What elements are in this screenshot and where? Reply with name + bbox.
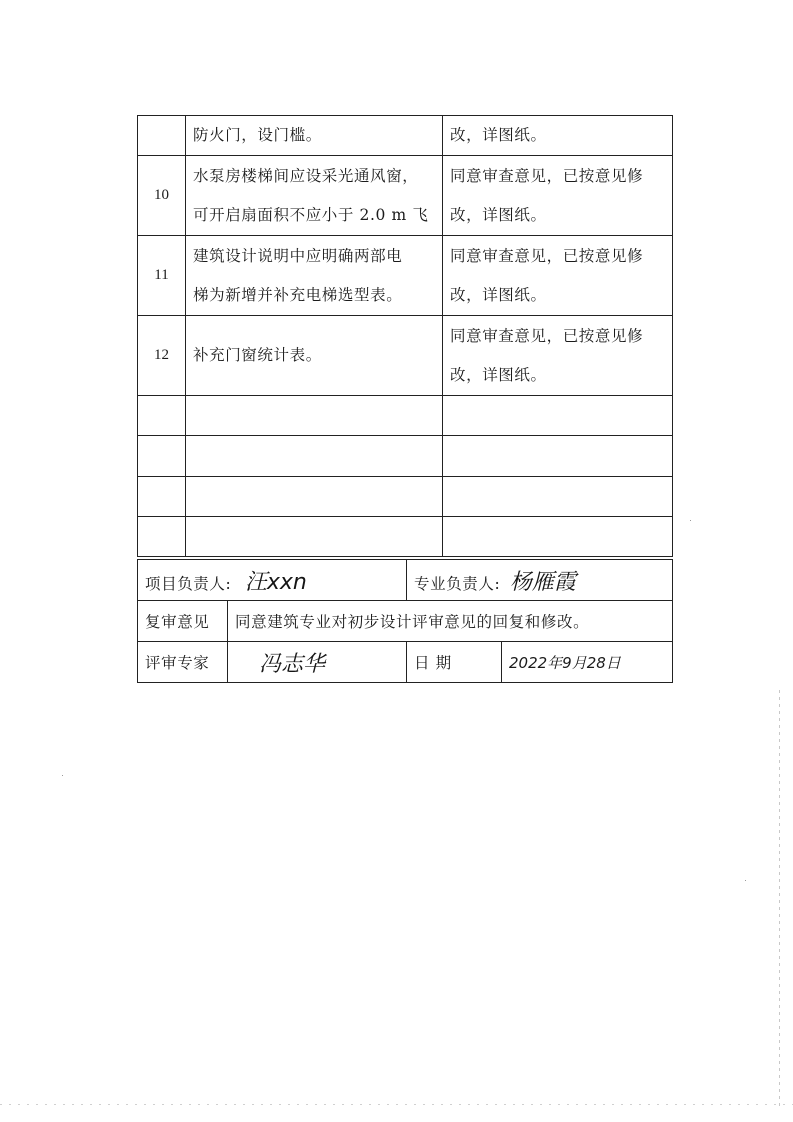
review-issue-cell [186,156,443,236]
response-line: 同意审查意见，已按意见修 [450,166,644,185]
project-lead-cell [138,560,407,601]
table-row [138,316,673,396]
table-row [138,236,673,316]
blank-row [138,396,673,436]
blank-row [138,517,673,557]
issue-line: 补充门窗统计表。 [193,346,322,364]
review-response-cell [443,236,673,316]
row-number: 10 [138,156,186,236]
recheck-row [138,601,673,642]
blank-cell [186,396,443,436]
blank-cell [443,396,673,436]
row-number: 12 [138,316,186,396]
scan-artifact-line [779,690,780,1110]
review-issue-cell [186,316,443,396]
issue-line: 防火门，设门槛。 [193,126,322,144]
discipline-lead-cell [407,560,673,601]
date-cell [502,642,673,683]
review-comment-table [137,115,673,557]
table-row [138,116,673,156]
blank-cell [138,436,186,477]
expert-signature: 冯志华 [259,651,326,677]
signature-table [137,559,673,683]
date-value: 2022年9月28日 [509,653,621,672]
issue-line: 梯为新增并补充电梯选型表。 [193,285,403,304]
blank-row [138,436,673,477]
scan-speck [745,880,746,881]
response-line: 同意审查意见，已按意见修 [450,246,644,265]
blank-cell [186,517,443,557]
review-response-cell [443,116,673,156]
issue-line: 水泵房楼梯间应设采光通风窗， [193,166,419,185]
date-label: 日 期 [407,642,502,683]
issue-line: 建筑设计说明中应明确两部电 [193,246,403,265]
review-table-body [138,116,673,557]
project-lead-label: 项目负责人: [145,574,232,593]
scan-speck [690,520,691,521]
table-row [138,156,673,236]
review-issue-cell [186,116,443,156]
project-lead-signature: 汪xxn [244,569,307,595]
blank-row [138,477,673,517]
blank-cell [138,396,186,436]
response-line: 改，详图纸。 [450,126,547,144]
review-issue-cell [186,236,443,316]
expert-row [138,642,673,683]
blank-cell [138,517,186,557]
review-response-cell [443,316,673,396]
review-response-cell [443,156,673,236]
discipline-lead-label: 专业负责人: [414,574,501,593]
blank-cell [186,436,443,477]
scan-artifact-bottom [0,1104,793,1105]
expert-label: 评审专家 [138,642,228,683]
scan-speck [62,775,63,776]
response-line: 改，详图纸。 [450,365,547,384]
blank-cell [443,436,673,477]
blank-cell [186,477,443,517]
row-number: 11 [138,236,186,316]
blank-cell [443,517,673,557]
discipline-lead-signature: 杨雁霞 [509,569,576,595]
lead-signature-row [138,560,673,601]
response-line: 改，详图纸。 [450,285,547,304]
recheck-text: 同意建筑专业对初步设计评审意见的回复和修改。 [228,601,673,642]
expert-signature-cell [228,642,407,683]
blank-cell [443,477,673,517]
response-line: 改，详图纸。 [450,205,547,224]
issue-line: 可开启扇面积不应小于 2.0 m 飞 [193,205,429,224]
recheck-label: 复审意见 [138,601,228,642]
response-line: 同意审查意见，已按意见修 [450,326,644,345]
blank-cell [138,477,186,517]
row-number [138,116,186,156]
